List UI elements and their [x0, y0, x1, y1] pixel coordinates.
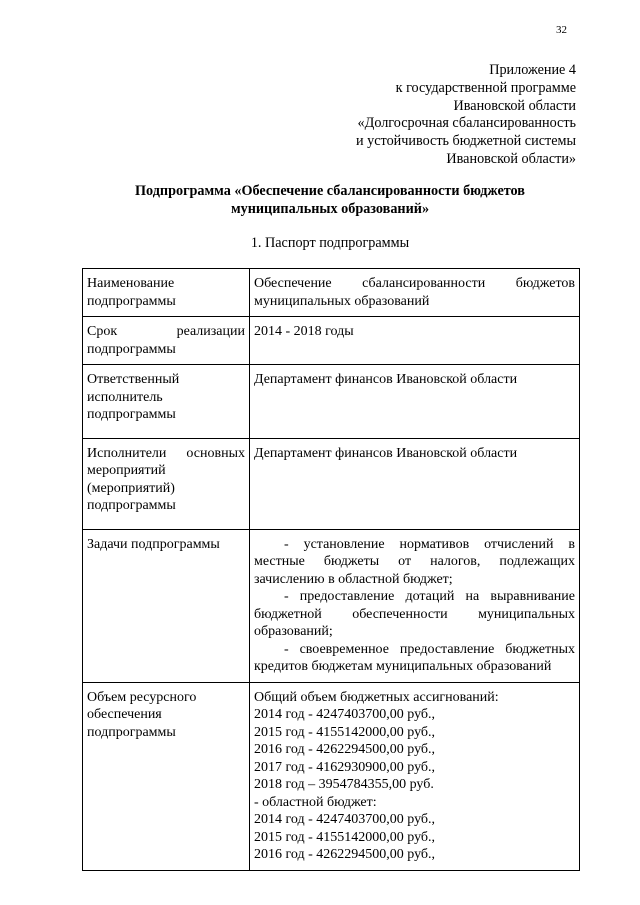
funding-line: 2015 год - 4155142000,00 руб., [254, 829, 436, 845]
funding-line: 2017 год - 4162930900,00 руб., [254, 759, 436, 775]
row-value-text: Обеспечение сбалансированности бюджетов муниципальных образований [254, 276, 575, 309]
table-row [83, 269, 580, 317]
row-label-text: Исполнители основных мероприятий (мероприятий) подпрограммы [87, 445, 245, 513]
funding-line: - областной бюджет: [254, 794, 377, 810]
appendix-line: к государственной программе [395, 79, 576, 96]
funding-line: Общий объем бюджетных ассигнований: [254, 689, 499, 705]
appendix-line: «Долгосрочная сбалансированность [357, 115, 576, 132]
row-value [250, 682, 580, 870]
task-item: - предоставление дотаций на выравнивание бюджетной обеспеченности муниципальных образований; [254, 589, 575, 639]
subprogram-title-line: Подпрограмма «Обеспечение сбалансированности бюджетов [135, 183, 525, 199]
row-value-text: Департамент финансов Ивановской области [254, 445, 518, 461]
funding-line: 2014 год - 4247403700,00 руб., [254, 812, 436, 827]
row-value [250, 438, 580, 529]
passport-table [82, 268, 580, 871]
funding-line: 2016 год - 4262294500,00 руб., [254, 847, 436, 862]
row-label-text: Наименование подпрограммы [87, 276, 176, 309]
row-label-text: Ответственный исполнитель подпрограммы [87, 372, 180, 422]
task-item: - своевременное предоставление бюджетных кредитов бюджетам муниципальных образований [254, 641, 575, 674]
row-label-text: Задачи подпрограммы [87, 536, 220, 552]
row-value [250, 269, 580, 317]
appendix-line: Приложение 4 [489, 62, 576, 78]
row-value [250, 529, 580, 682]
row-label [83, 682, 250, 870]
appendix-header [356, 62, 576, 169]
row-label [83, 438, 250, 529]
section-title: 1. Паспорт подпрограммы [250, 235, 410, 251]
funding-line: 2014 год - 4247403700,00 руб., [254, 707, 436, 722]
funding-line: 2016 год - 4262294500,00 руб., [254, 742, 436, 757]
row-value [250, 317, 580, 365]
funding-line: 2018 год – 3954784355,00 руб. [254, 777, 434, 792]
row-label [83, 529, 250, 682]
table-row [83, 438, 580, 529]
appendix-line: Ивановской области» [446, 150, 576, 167]
appendix-line: Ивановской области [453, 97, 576, 114]
table-row [83, 529, 580, 682]
row-label-text: Объем ресурсного обеспечения подпрограммы [87, 689, 197, 740]
table-row [83, 365, 580, 439]
row-value-text: Департамент финансов Ивановской области [254, 372, 518, 387]
row-value [250, 365, 580, 439]
task-item: - установление нормативов отчислений в местные бюджеты от налогов, подлежащих зачислению в областной бюджет; [254, 536, 575, 587]
row-label-text: Срок реализации подпрограммы [87, 324, 245, 357]
page-number: 32 [556, 24, 567, 36]
funding-line: 2015 год - 4155142000,00 руб., [254, 724, 436, 740]
table-row [83, 317, 580, 365]
table-row [83, 682, 580, 870]
row-value-text: 2014 - 2018 годы [254, 324, 354, 339]
appendix-line: и устойчивость бюджетной системы [356, 133, 576, 150]
row-label [83, 317, 250, 365]
subprogram-title [80, 183, 580, 219]
subprogram-title-line: муниципальных образований» [230, 200, 430, 217]
row-label [83, 269, 250, 317]
row-label [83, 365, 250, 439]
